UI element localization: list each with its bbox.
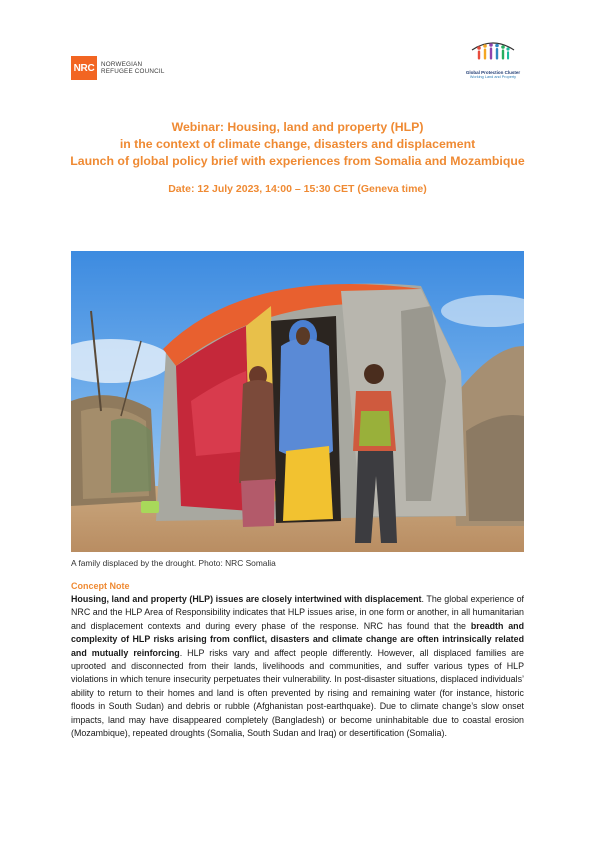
displaced-family-image xyxy=(71,251,524,552)
gpc-logo-title: Global Protection Cluster xyxy=(465,70,521,75)
concept-note-text-2: . HLP risks vary and affect people differently. However, all displaced families are uprooted and disconnected from their lands, livelihoods and communities, and suffer various types of HLP violations in which tenure insecurity perpetuates their vulnerability. In post-disaster situations, displaced individuals’ ability to return to their homes and land is often prevented by rising and remaining water (for instance, historic floods in South Sudan) and debris or rubble (Afghanistan post-earthquake). Due to climate change’s slow onset impacts, land may have disappeared completely (Bangladesh) or become uninhabitable due to coastal erosion (Mozambique), repeated droughts (Somalia, South Sudan and Iraq) or desertification (Somalia). xyxy=(71,647,524,739)
title-line-1: Webinar: Housing, land and property (HLP) xyxy=(171,120,424,134)
family-photo xyxy=(71,251,524,552)
nrc-logo xyxy=(71,56,165,80)
photo-caption: A family displaced by the drought. Photo: NRC Somalia xyxy=(71,558,276,568)
concept-note-bold-1: Housing, land and property (HLP) issues are closely intertwined with displacement xyxy=(71,594,422,604)
nrc-logo-text xyxy=(101,61,165,76)
concept-note-bold-2: breadth and complexity of HLP risks arising from conflict, disasters and climate change are often intrinsically related and mutually reinforcing xyxy=(71,620,524,658)
webinar-title xyxy=(40,119,555,170)
concept-note-heading: Concept Note xyxy=(71,581,130,591)
nrc-logo-line1: NORWEGIAN xyxy=(101,60,143,68)
concept-note-paragraph xyxy=(71,593,524,740)
title-line-3: Launch of global policy brief with experiences from Somalia and Mozambique xyxy=(70,154,525,168)
gpc-logo-subtitle: Working Land and Property xyxy=(469,75,517,79)
webinar-date: Date: 12 July 2023, 14:00 – 15:30 CET (Geneva time) xyxy=(168,183,427,195)
gpc-logo xyxy=(462,38,524,79)
nrc-logo-mark: NRC xyxy=(71,56,97,80)
title-line-2: in the context of climate change, disasters and displacement xyxy=(119,137,476,151)
concept-note-text-1: . The global experience of NRC and the HLP Area of Responsibility indicates that HLP issues arise, in one form or another, in all humanitarian and displacement contexts and during every phase of the response. NRC has found that the xyxy=(71,594,525,631)
gpc-people-icon xyxy=(462,38,524,64)
nrc-logo-line2: REFUGEE COUNCIL xyxy=(101,68,165,75)
